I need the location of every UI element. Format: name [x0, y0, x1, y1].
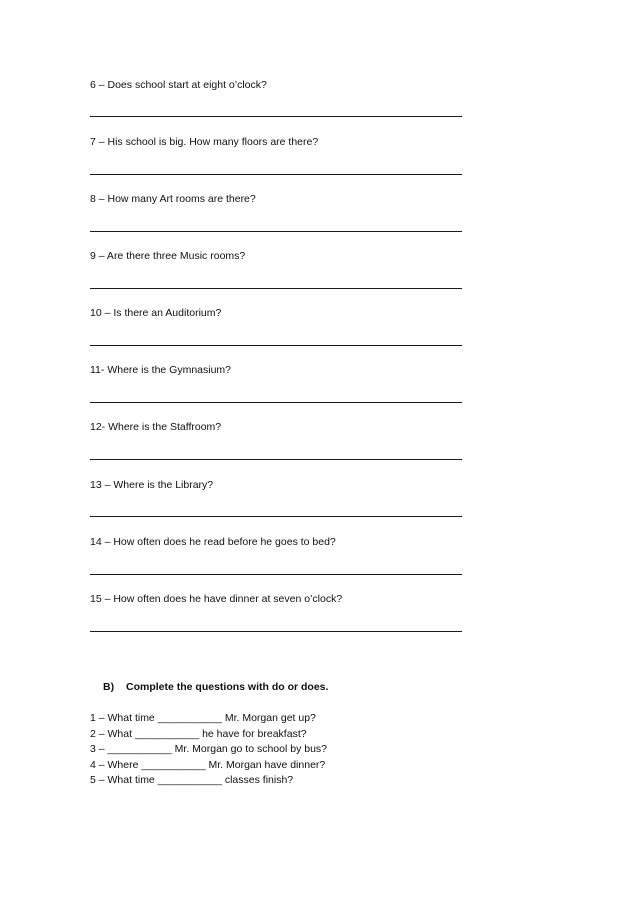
question-text: 8 – How many Art rooms are there? — [90, 193, 256, 205]
question-8 — [90, 193, 462, 206]
question-11 — [90, 364, 462, 377]
question-15 — [90, 593, 462, 606]
answer-line[interactable] — [90, 574, 462, 575]
answer-line[interactable] — [90, 459, 462, 460]
answer-line[interactable] — [90, 402, 462, 403]
list-item[interactable]: 5 – What time ___________ classes finish? — [90, 774, 294, 786]
question-text: 14 – How often does he read before he goes to bed? — [90, 536, 336, 548]
section-b-title — [103, 681, 328, 693]
answer-line[interactable] — [90, 174, 462, 175]
fill-in-list — [90, 711, 327, 789]
question-7 — [90, 136, 462, 149]
answer-line[interactable] — [90, 516, 462, 517]
section-letter: B) — [103, 681, 115, 693]
answer-line[interactable] — [90, 288, 462, 289]
answer-line[interactable] — [90, 631, 462, 632]
answer-line[interactable] — [90, 345, 462, 346]
answer-line[interactable] — [90, 116, 462, 117]
question-text: 15 – How often does he have dinner at seven o’clock? — [90, 593, 343, 605]
list-item[interactable]: 4 – Where ___________ Mr. Morgan have dinner? — [90, 758, 326, 771]
question-text: 6 – Does school start at eight o’clock? — [90, 79, 267, 91]
question-text: 7 – His school is big. How many floors are there? — [90, 136, 319, 148]
section-instruction: Complete the questions with do or does. — [126, 681, 329, 693]
question-12 — [90, 421, 462, 434]
question-6 — [90, 79, 462, 92]
question-text: 9 – Are there three Music rooms? — [90, 250, 246, 262]
list-item[interactable]: 1 – What time ___________ Mr. Morgan get up? — [90, 712, 316, 724]
question-13 — [90, 479, 462, 492]
question-10 — [90, 307, 462, 320]
question-text: 11- Where is the Gymnasium? — [90, 364, 232, 376]
list-item[interactable]: 3 – ___________ Mr. Morgan go to school by bus? — [90, 743, 327, 755]
answer-line[interactable] — [90, 231, 462, 232]
question-14 — [90, 536, 462, 549]
question-9 — [90, 250, 462, 263]
question-text: 13 – Where is the Library? — [90, 479, 214, 491]
list-item[interactable]: 2 – What ___________ he have for breakfast? — [90, 727, 307, 740]
question-text: 10 – Is there an Auditorium? — [90, 307, 222, 319]
question-text: 12- Where is the Staffroom? — [90, 421, 222, 433]
